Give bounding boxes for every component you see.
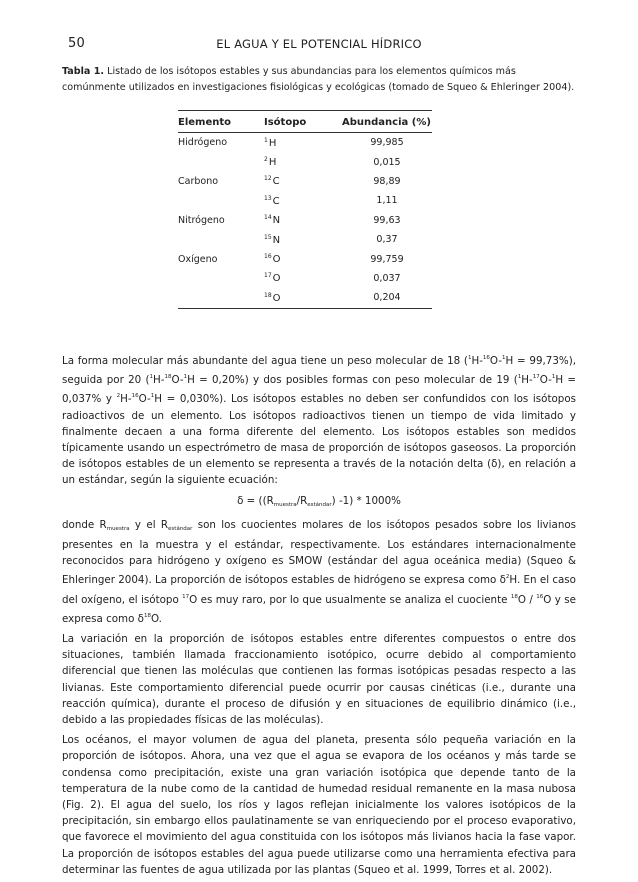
- isotope-cell: [260, 230, 342, 249]
- abundance-cell: 0,204: [342, 288, 432, 308]
- isotope-cell: [260, 191, 342, 210]
- element-cell: Nitrógeno: [178, 214, 225, 226]
- page-header: [62, 36, 576, 52]
- table-row: [178, 191, 432, 210]
- paragraph-fractionation: La variación en la proporción de isótopos estables entre diferentes compuestos o entre dos situaciones, también llamada fraccionamiento isotópico, ocurre debido al comportamiento diferencial que tienen las moléculas que contienen las formas isotópicas pesadas respecto a las livianas. Este comportamiento diferencial puede ocurrir por causas cinéticas (i.e., durante una reacción química), durante el proceso de difusión y en situaciones de equilibrio dinámico (i.e., debido a las propiedades físicas de las moléculas).: [62, 633, 576, 727]
- element-cell: [178, 288, 260, 308]
- isotope-cell: [260, 152, 342, 171]
- table-row: [178, 211, 432, 230]
- isotope-cell: [260, 133, 342, 153]
- element-symbol: H: [268, 137, 277, 149]
- isotope-cell: [260, 269, 342, 288]
- mass-number: 15: [264, 233, 272, 241]
- mass-number: 18: [264, 291, 272, 299]
- abundance-cell: 1,11: [376, 195, 398, 207]
- element-cell: Carbono: [178, 175, 219, 187]
- running-title: EL AGUA Y EL POTENCIAL HÍDRICO: [216, 37, 422, 51]
- element-cell: [178, 191, 260, 210]
- element-cell: Hidrógeno: [178, 137, 228, 149]
- isotope-cell: [260, 172, 342, 191]
- delta-equation: $\delta = ((R_{muestra}/R_{estándar})$ -1) * 1000%: [237, 494, 401, 508]
- element-symbol: H: [268, 157, 277, 169]
- table-row: [178, 269, 432, 288]
- table-body: [178, 133, 432, 309]
- abundance-cell: 99,63: [373, 214, 401, 226]
- element-cell: Oxígeno: [178, 253, 218, 265]
- isotope-table: [178, 110, 432, 309]
- element-symbol: N: [272, 215, 281, 227]
- element-cell: [178, 230, 260, 249]
- table-row: [178, 152, 432, 171]
- caption-text: Listado de los isótopos estables y sus abundancias para los elementos químicos más comúnmente utilizados en investigaciones fisiológicas y ecológicas (tomado de Squeo & Ehleringer 2004).: [62, 66, 575, 93]
- table-row: [178, 249, 432, 268]
- body-text: [62, 350, 576, 882]
- abundance-cell: 0,37: [376, 234, 398, 246]
- isotope-cell: [260, 249, 342, 268]
- isotope-cell: [260, 211, 342, 230]
- element-symbol: O: [272, 254, 281, 266]
- abundance-cell: 0,037: [373, 272, 401, 284]
- mass-number: 17: [264, 272, 272, 280]
- element-symbol: O: [272, 273, 281, 285]
- column-header-abundancia: Abundancia (%): [342, 111, 432, 133]
- abundance-cell: 98,89: [373, 175, 401, 187]
- mass-number: 1: [264, 136, 268, 144]
- element-symbol: O: [272, 292, 281, 304]
- paragraph-standards: donde $R_{muestra}$ y el $R_{estándar}$ son los cuocientes molares de los isótopos pesados sobre los livianos presentes en la muestra y el estándar, respectivamente. Los estándares internacionalmente reconocidos para hidrógeno y oxígeno es SMOW (estándar del agua oceánica media) (Squeo & Ehleringer 2004). La proporción de isótopos estables de hidrógeno se expresa como $\delta^2H$. En el caso del oxígeno, el isótopo $^{17}$O es muy raro, por lo que usualmente se analiza el cuociente $^{18}$O / $^{16}$O y se expresa como $\delta^{18}O$.: [62, 518, 577, 625]
- paragraph-oceans: Los océanos, el mayor volumen de agua del planeta, presenta sólo pequeña variación en la proporción de isótopos. Ahora, una vez que el agua se evapora de los océanos y más tarde se condensa como precipitación, existe una gran variación isotópica que depende tanto de la temperatura de la nube como de la cantidad de humedad residual remanente en la masa nubosa (Fig. 2). El agua del suelo, los ríos y lagos reflejan inicialmente los valores isotópicos de la precipitación, sin embargo ellos paulatinamente se van enriqueciendo por el proceso evaporativo, que favorece el movimiento del agua constituida con los isótopos más livianos hacia la fase vapor. La proporción de isótopos estables del agua puede utilizarse como una herramienta efectiva para determinar las fuentes de agua utilizada por las plantas (Squeo et al. 1999, Torres et al. 2002).: [62, 734, 576, 876]
- table-caption: [62, 64, 576, 96]
- mass-number: 2: [264, 156, 268, 164]
- table-row: [178, 172, 432, 191]
- mass-number: 12: [264, 175, 272, 183]
- element-cell: [178, 152, 260, 171]
- table-row: [178, 230, 432, 249]
- page-number: 50: [68, 36, 85, 51]
- mass-number: 14: [264, 214, 272, 222]
- column-header-isotopo: Isótopo: [260, 111, 342, 133]
- element-cell: [178, 269, 260, 288]
- column-header-elemento: Elemento: [178, 111, 260, 133]
- mass-number: 13: [264, 194, 272, 202]
- table-row: [178, 288, 432, 308]
- abundance-cell: 99,985: [370, 137, 404, 149]
- mass-number: 16: [264, 253, 272, 261]
- abundance-cell: 0,015: [373, 156, 401, 168]
- paragraph-molecular-forms: La forma molecular más abundante del agua tiene un peso molecular de 18 ($^1$H-$^{16}$O-$^1$H = 99,73%), seguida por 20 ($^1$H-$^{18}$O-$^1$H = 0,20%) y dos posibles formas con peso molecular de 19 ($^1$H-$^{17}$O-$^1$H = 0,037% y $^2$H-$^{16}$O-$^1$H = 0,030%). Los isótopos estables no deben ser confundidos con los isótopos radioactivos de un elemento. Los isótopos radioactivos tienen un tiempo de vida limitado y finalmente decaen a una forma diferente del elemento. Los isótopos estables son medidos típicamente usando un espectrómetro de masa de proporción de isótopos gaseosos. La proporción de isótopos estables de un elemento se representa a través de la notación delta (δ), en relación a un estándar, según la siguiente ecuación:: [62, 355, 576, 487]
- element-symbol: N: [272, 234, 281, 246]
- table-header-row: [178, 111, 432, 133]
- table-row: [178, 133, 432, 153]
- element-symbol: C: [272, 176, 280, 188]
- isotope-cell: [260, 288, 342, 308]
- caption-label: Tabla 1.: [62, 66, 105, 77]
- abundance-cell: 99,759: [370, 253, 404, 265]
- element-symbol: C: [272, 195, 280, 207]
